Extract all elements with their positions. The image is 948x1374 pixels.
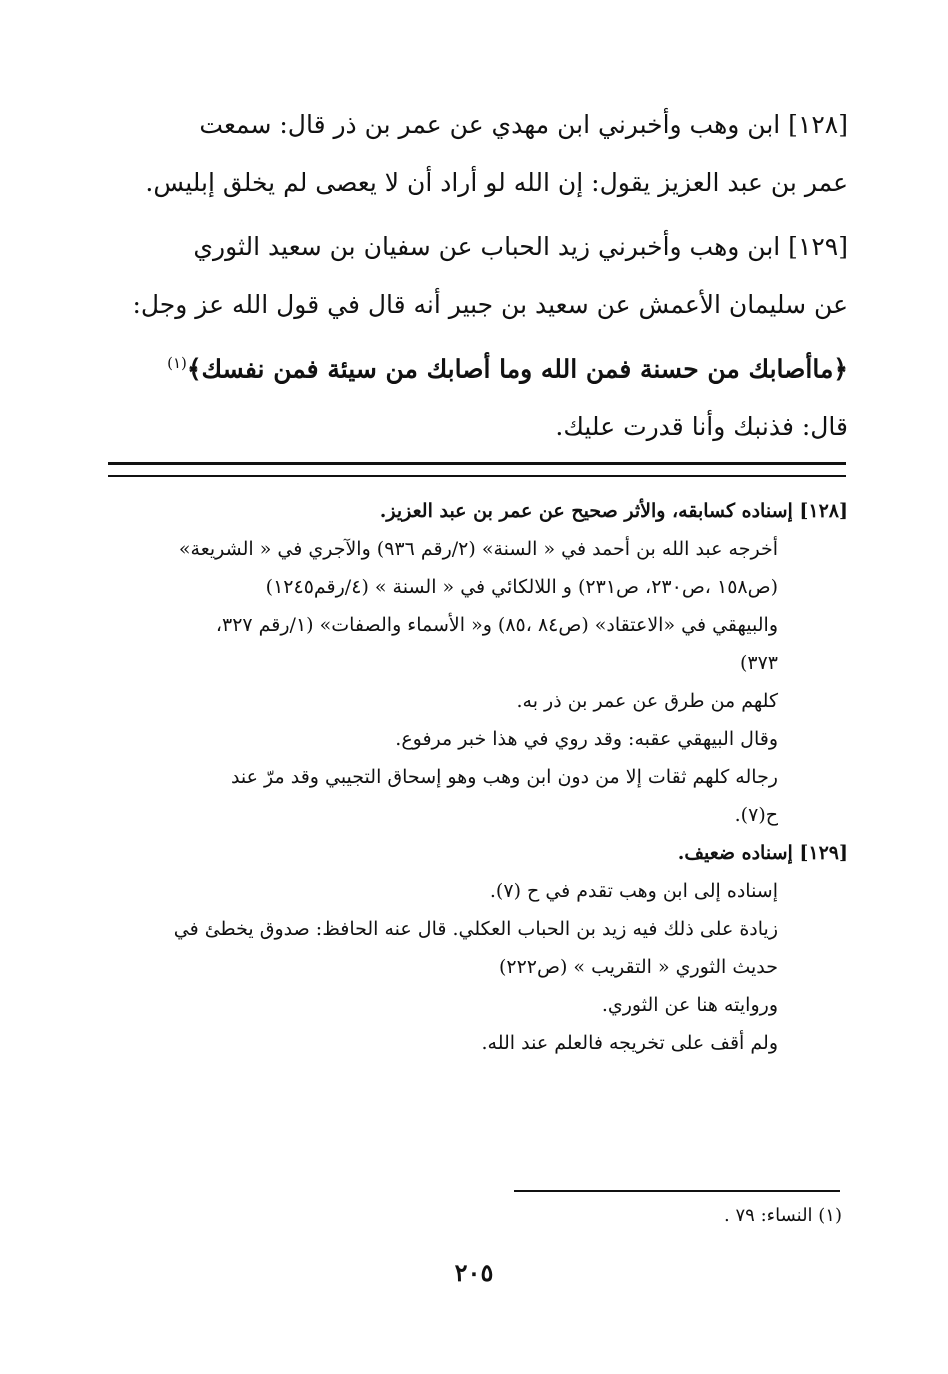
athar-129-commentary: قال: فذنبك وأنا قدرت عليك. (555, 412, 848, 442)
athar-128-line-2: عمر بن عبد العزيز يقول: إن الله لو أراد أن لا يعصى لم يخلق إبليس. (145, 168, 848, 197)
footnote: (١) النساء: ٧٩ . (724, 1205, 842, 1226)
note-128-line: كلهم من طرق عن عمر بن ذر به. (516, 690, 778, 712)
note-129-line: زيادة على ذلك فيه زيد بن الحباب العكلي. قال عنه الحافظ: صدوق يخطئ في (173, 918, 778, 940)
athar-129-line-2: عن سليمان الأعمش عن سعيد بن جبير أنه قال في قول الله عز وجل: (132, 290, 848, 319)
takhrij-notes (108, 492, 848, 1062)
note-128-line: ح(٧). (734, 804, 778, 826)
quran-verse: ﴿ماأصابك من حسنة فمن الله وما أصابك من سيئة فمن نفسك﴾ (186, 354, 848, 384)
note-128-line: ٣٧٣) (739, 652, 778, 674)
note-129-heading: [١٢٩] إسناده ضعيف. (677, 842, 848, 864)
note-128-line: أخرجه عبد الله بن أحمد في « السنة» (٢/رقم ٩٣٦) والآجري في « الشريعة» (178, 538, 778, 560)
main-text (108, 96, 848, 456)
note-128-line: رجاله كلهم ثقات إلا من دون ابن وهب وهو إسحاق التجيبي وقد مرّ عند (230, 766, 778, 788)
note-129-line: وروايته هنا عن الثوري. (601, 994, 778, 1016)
note-129-line: إسناده إلى ابن وهب تقدم في ح (٧). (489, 880, 778, 902)
note-128-line: والبيهقي في «الاعتقاد» (ص٨٤ ،٨٥) و« الأسماء والصفات» (١/رقم ٣٢٧، (215, 614, 778, 636)
page-number: ٢٠٥ (454, 1258, 494, 1287)
note-128-line: وقال البيهقي عقبه: وقد روي في هذا خبر مرفوع. (395, 728, 778, 750)
athar-128-line-1: [١٢٨] ابن وهب وأخبرني ابن مهدي عن عمر بن ذر قال: سمعت (199, 110, 848, 139)
note-128-heading: [١٢٨] إسناده كسابقه، والأثر صحيح عن عمر بن عبد العزيز. (379, 500, 848, 522)
athar-129-line-1: [١٢٩] ابن وهب وأخبرني زيد الحباب عن سفيان بن سعيد الثوري (193, 232, 848, 261)
verse-footnote-ref: (١) (167, 354, 187, 372)
quran-verse-line (108, 334, 848, 398)
note-128-line: (ص١٥٨ ،ص٢٣٠، ص٢٣١) و اللالكائي في « السنة » (٤/رقم١٢٤٥) (265, 576, 778, 598)
footnote-divider (514, 1190, 840, 1192)
note-129-line: ولم أقف على تخريجه فالعلم عند الله. (481, 1032, 778, 1054)
section-divider (108, 462, 846, 477)
note-129-line: حديث الثوري « التقريب » (ص٢٢٢) (498, 956, 778, 978)
